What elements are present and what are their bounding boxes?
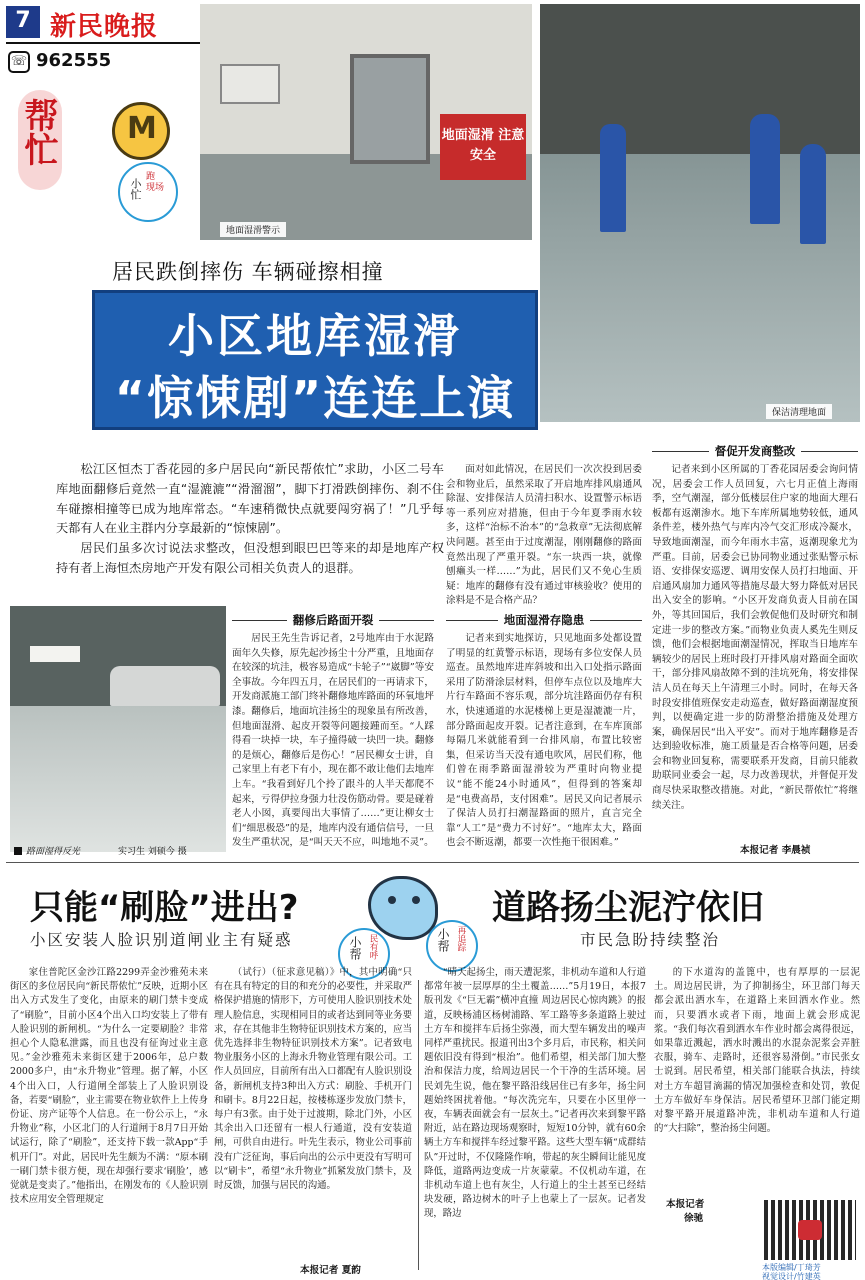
mascot [102, 100, 192, 230]
photo-caption: 保洁清理地面 [766, 404, 832, 419]
story1-col2-top: 面对如此情况，在居民们一次次投到居委会和物业后，虽然采取了开启地库排风扇通风除湿、安排保洁人员清扫积水、设置警示标语等一系列应对措施，但由于今年夏季雨水较多，这样“治标不治本”的“急救章”无法彻底解决问题。甚至由于过度潮湿，刚刚翻修的路面竟然出现了严重开裂。“东一块西一块，就像刨癞头一样……”为此，居民们又不免心生质疑：地库的翻修有没有通过审核验收？使用的涂料是不是合格产品？ [446, 464, 642, 607]
story1-subhead-2: 地面湿滑存隐患 [446, 612, 642, 628]
mascot-name: 小忙 [129, 178, 142, 200]
warning-sign: 地面湿滑 注意安全 [440, 114, 526, 180]
phone-icon: ☏ [8, 51, 30, 73]
photo-cleaning [540, 4, 860, 422]
story1-col3: 记者来到小区所属的丁香花园居委会询问情况，居委会工作人员回复，六七月正值上海雨季，空气潮湿，部分低楼层住户家的地面大理石板都有返潮渗水。地下车库所属地势较低，通风条件差，楼外热气与库内冷气交汇形成冷凝水，导致地面潮湿，而今年雨水丰富，返潮现象尤为严重。目前，居委会已协同物业通过张贴警示标语、安排保安巡逻、调用安保人员打扫地面、开启通风扇加力通风等措施尽最大努力降低对居民出入安全的影响。“小区开发商负责人目前在国外，等其回国后，我们会敦促他们及时研究和制定进一步的整改方案。”而物业负责人奚先生则反馈，他们会根据地面潮湿情况，挥取当日地库车辆较少的居民上班时段打开排风扇对路面全面吹干，部分排风扇故障不到的洼坑死角，将安排保洁人员在每天上午清理三小时。同时，在每天各时段安排值班保安走动巡查，做好路面潮湿度预判，以便确定进一步的防滑整治措施及处理方案，确保居民“出入平安”。而对于地库翻修是否达到验收标准，施工质量是否合格等问题，居委会和物业回复称，需要联系开发商，目前只能救助联同业委会一起，尽力改善现状，并督促开发商尽快采取整改措施。对此，“新民帮侬忙”将继续关注。 [652, 464, 858, 811]
cleaner-figure [800, 144, 826, 244]
photo-caption: 地面湿滑警示 [220, 222, 286, 237]
photo-caption-row [14, 844, 226, 858]
photo-garage-warning [200, 4, 532, 240]
photo-caption: 路面湿得反光 [26, 847, 81, 857]
photo-credit: 实习生 刘硕今 摄 [118, 847, 187, 857]
story1-headline-2: “惊悚剧”连连上演 [114, 371, 516, 425]
masthead-rule [6, 42, 214, 44]
photo-wet-floor [10, 606, 226, 852]
story1-byline: 本报记者 李晨祯 [740, 845, 811, 856]
column-rule [418, 980, 419, 1270]
story2-headline: 只能“刷脸”进出? [30, 888, 299, 928]
story3-col2: 的下水道沟的盖篦中，也有厚厚的一层泥土。周边居民讲，为了抑制扬尘，环卫部门每天都会派出洒水车，在道路上来回洒水作业。然而，只要洒水或者下雨，地面上就会形成泥浆。“我们每次看到洒水车作业时都会离得很远，如果靠近溅起，洒水时溅出的水混杂泥浆会弄脏衣服，骑车、走路时，还很容易滑倒。”市民张女士说到。居民希望，相关部门能联合执法，持续对土方车超冒滴漏的情况加强检查和处罚，敦促土方车做好车身保洁。居民希望环卫部门能定期对黎平路开展道路冲洗，非机动车道和人行道的“大扫除”，整治扬尘问题。 [654, 967, 860, 1135]
story1-subhead-1: 翻修后路面开裂 [232, 612, 434, 628]
story3-col1: “晴天起扬尘，雨天遭泥浆，非机动车道和人行道都常年被一层厚厚的尘土覆盖……”5月19日，本报7版刊发《“巨无霸”横冲直撞 周边居民心惊肉跳》的报道，反映杨浦区杨树浦路、军工路等多条道路上驶过土方车和搅拌车后扬尘弥漫，而大型车辆发出的噪声同样严重扰民。报道刊出3个多月后，市民称，相关问题依旧没有得到“根治”。他们希望，相关部门加大整治和保洁力度，给周边居民一个干净的生活环境。居民刘先生说，他在黎平路沿线居住已有多年，扬尘问题始终困扰着他。“每次洗完车，只要在小区里停一夜，车辆表面就会有一层灰土。”记者再次来到黎平路附近，站在路边现场观察时，短短10分钟，就有60余辆土方车和搅拌车经过黎平路。这些大型车辆“成群结队”开过时，不仅隆隆作响，带起的灰尘瞬间让能见度降低，道路两边变成一片灰蒙蒙。不仅机动车道，在非机动车道上也有灰尘，人行道上的尘土甚至已经结块发硬，路边树木的叶子上也蒙上了一层灰。记者发现，路边 [424, 967, 646, 1220]
column-badge [10, 80, 106, 230]
qr-code[interactable] [764, 1200, 856, 1260]
story3-byline: 本报记者 徐驰 [666, 1199, 705, 1224]
qr-credit-1: 本版编辑/丁琦芳 [762, 1263, 821, 1272]
cleaner-figure [750, 114, 780, 224]
story2-col2: （试行）（征求意见稿）》中，其中明确“只有在具有特定的目的和充分的必要性，并采取严格保护措施的情形下，方可使用人脸识别技术处理人脸信息，实现相同目的或者达到同等业务要求，存在其他非生物特征识别技术方案的，应当优先选择非生物特征识别技术方案”。记者致电物业服务小区的上海永升物业管理有限公司。工作人员回应，目前所有出入口都配有人脸识别设备，新闸机支持3种出入方式：刷脸、手机开门和刷卡。8月22日起，按楼栋逐步发放门禁卡，每户有3张。由于处于过渡期，除北门外，小区其余出入口还留有一根人行通道，没有安装道闸，可供自由进行。叶先生表示，物业公司事前没有广泛征询，事后向出的公示中更没有写明可以“刷卡”，希望“永升物业”抓紧发放门禁卡，及时反馈，加强与居民的沟通。 [214, 967, 412, 1192]
hotline [8, 50, 208, 74]
story3-headline: 道路扬尘泥泞依旧 [492, 888, 764, 928]
mascot-head-icon: M [112, 102, 170, 160]
story1-subhead-3: 督促开发商整改 [652, 443, 858, 459]
story1-kicker: 居民跌倒摔伤 车辆碰擦相撞 [112, 260, 384, 284]
story2-badge-name: 小帮 [348, 936, 362, 960]
story3-subhead: 市民急盼持续整治 [580, 931, 721, 949]
story1-headline-1: 小区地库湿滑 [168, 309, 462, 363]
section-divider [6, 862, 859, 863]
qr-credit-2: 视觉设计/竹建英 [762, 1272, 821, 1280]
story3-badge-tag: 再追踪 [456, 926, 466, 952]
story3-badge-name: 小帮 [436, 928, 450, 952]
paper-name: 新民晚报 [50, 12, 159, 42]
page-number: 7 [15, 8, 31, 33]
story2-badge-tag: 民有呼 [368, 934, 378, 960]
story2-subhead: 小区安装人脸识别道闸业主有疑惑 [30, 931, 293, 949]
column-badge-title: 帮忙 [18, 98, 58, 166]
story1-col2-bottom: 记者来到实地探访，只见地面多处都设置了明显的红黄警示标语，现场有多位安保人员巡查。虽然地库进库斜坡和出入口处指示路面采用了防滑涂层材料，但停车点位以及地库大片行车路面不容乐观，部分坑洼路面仍存有积水，快速通道的水泥楼梯上更是湿漉漉一片，部分路面起皮开裂。记者注意到，在车库顶部每隔几米就能看到一台排风扇，布置比较密集，但采访当天没有通电吹风，居民们称，他们曾在雨季路面湿滑较为严重时向物业提议“能不能24小时通风”，但得到的答案却是“电费高昂，支付困难”。居民又向记者展示了保洁人员打扫潮湿路面的照片，直言完全靠“人工”是“费力不讨好”。“地库太大，路面也会不断返潮，都要一次性拖干很困难。” [446, 633, 642, 849]
story1-lead: 松江区恒杰丁香花园的多户居民向“新民帮侬忙”求助，小区二号车库地面翻修后竟然一直“湿漉漉”“滑溜溜”，脚下打滑跌倒摔伤、刹不住车碰擦相撞等已成为地库常态。“车速稍微快点就要闯穷祸了！”几乎每天都有人在业主群内分享最新的“惊悚剧”。 居民们虽多次讨说法求整改，但没想到眼巴巴等来的却是地库产权持有者上海恒杰房地产开发有限公司相关负责人的退群。 [56, 462, 444, 575]
cleaner-figure [600, 124, 626, 232]
story1-col1: 居民王先生告诉记者，2号地库由于水泥路面年久失修，原先起沙扬尘十分严重，且地面存在较深的坑洼，极容易造成“卡轮子”“崴脚”等安全事故。今年四五月，在居民们的一再请求下，开发商派施工部门终补翻修地库路面的环氧地坪漆。翻修后，地面坑洼扬尘的现象虽有所改善，但地面湿滑、起皮开裂等问题接踵而至。“人踩得看一块掉一块，车子撞得破一块凹一块。翻修的是烦心，翻修后是伤心！”居民柳女士讲，自己家里上有老下有小，现在都不敢让他们去地库上车。“我看到好几个拎了跟斗的人半天都爬不起来，亏得伊拉身强力壮没伤筋动骨。要是碰着老人小囡，真要闯出大事情了……”更让柳女士们“细思极恐”的是，地库内没有通信信号，一旦发生严重状况，是“叫天天不应，叫地地不灵”。 [232, 633, 434, 849]
story2-byline: 本报记者 夏韵 [300, 1265, 361, 1276]
story2-col1: 家住普陀区金沙江路2299弄金沙雅苑未来街区的多位居民向“新民帮侬忙”反映，近期小区出入方式发生了变化，由原来的刷门禁卡变成了“刷脸”，目前小区4个出入口均安装上了带有人脸识别的新闸机。“为什么一定要刷脸？非常担心个人隐私泄露，而且也没有征询过业主意见。”金沙雅苑未来街区建于2006年，总户数2000多户，由“永升物业”管理。据了解，小区4个出入口，人行道闸全部装上了人脸识别设备，若要“刷脸”，业主需要在物业软件上上传身份证、房产证等个人信息。在一份公示上，“永升物业”称，小区北门的人行道闸于8月7日开始试运行，除了“刷脸”，还支持下载一款App“手机开门”。对此，居民叶先生颇为不满：“原本刷一刷门禁卡很方便，现在却强行要求‘刷脸’，感觉就是变卖了。”他指出，在刚发布的《人脸识别技术应用安全管理规定 [10, 967, 208, 1206]
mascot-tag: 跑 现场 [146, 172, 165, 193]
hotline-number: 962555 [36, 50, 112, 71]
